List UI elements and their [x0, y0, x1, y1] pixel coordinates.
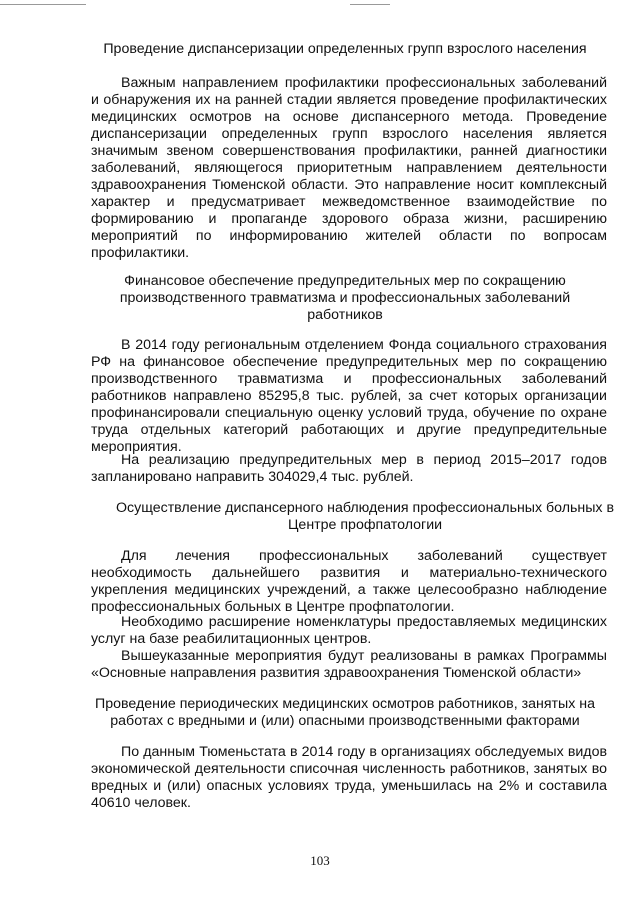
- section-heading-periodic-exams: Проведение периодических медицинских осмотров работников, занятых на работах с вредными и (или) опасными производственными факторами: [95, 696, 595, 729]
- section-heading-dispensarization: Проведение диспансеризации определенных групп взрослого населения: [103, 41, 587, 57]
- paragraph-observation-need: Для лечения профессиональных заболеваний существует необходимость дальнейшего развития и материально-технического укрепления медицинских учреждений, а также целесообразно наблюдение профессиональных больных в Центре профпатологии.: [91, 548, 607, 615]
- paragraph-observation-program: Вышеуказанные мероприятия будут реализованы в рамках Программы «Основные направления развития здравоохранения Тюменской области»: [91, 648, 607, 681]
- section-heading-observation: Осуществление диспансерного наблюдения профессиональных больных в Центре профпатологии: [115, 500, 615, 533]
- section-heading-financing: Финансовое обеспечение предупредительных мер по сокращению производственного травматизма и профессиональных заболеваний работников: [119, 273, 571, 323]
- page-number: 103: [310, 853, 330, 868]
- paragraph-dispensarization: Важным направлением профилактики профессиональных заболеваний и обнаружения их на ранней стадии является проведение профилактических медицинских осмотров на основе диспансерного метода. Проведение диспансеризации определенных групп взрослого населения является значимым звеном совершенствования профилактики, ранней диагностики заболеваний, являющегося приоритетным направлением деятельности здравоохранения Тюменской области. Это направление носит комплексный характер и предусматривает межведомственное взаимодействие по формированию и пропаганде здорового образа жизни, расширению мероприятий по информированию жителей области по вопросам профилактики.: [91, 75, 607, 261]
- scan-edge-mark: [350, 4, 390, 5]
- paragraph-periodic-exams: По данным Тюменьстата в 2014 году в организациях обследуемых видов экономической деятельности списочная численность работников, занятых во вредных и (или) опасных условиях труда, уменьшилась на 2% и составила 40610 человек.: [91, 744, 607, 811]
- scan-edge-mark: [0, 4, 86, 5]
- paragraph-financing-plan: На реализацию предупредительных мер в период 2015–2017 годов запланировано направить 304029,4 тыс. рублей.: [91, 452, 607, 485]
- paragraph-observation-rehab: Необходимо расширение номенклатуры предоставляемых медицинских услуг на базе реабилитационных центров.: [91, 614, 607, 647]
- paragraph-financing: В 2014 году региональным отделением Фонда социального страхования РФ на финансовое обеспечение предупредительных мер по сокращению производственного травматизма и профессиональных заболеваний работников направлено 85295,8 тыс. рублей, за счет которых организации профинансировали специальную оценку условий труда, обучение по охране труда отдельных категорий работающих и другие предупредительные мероприятия.: [91, 337, 607, 455]
